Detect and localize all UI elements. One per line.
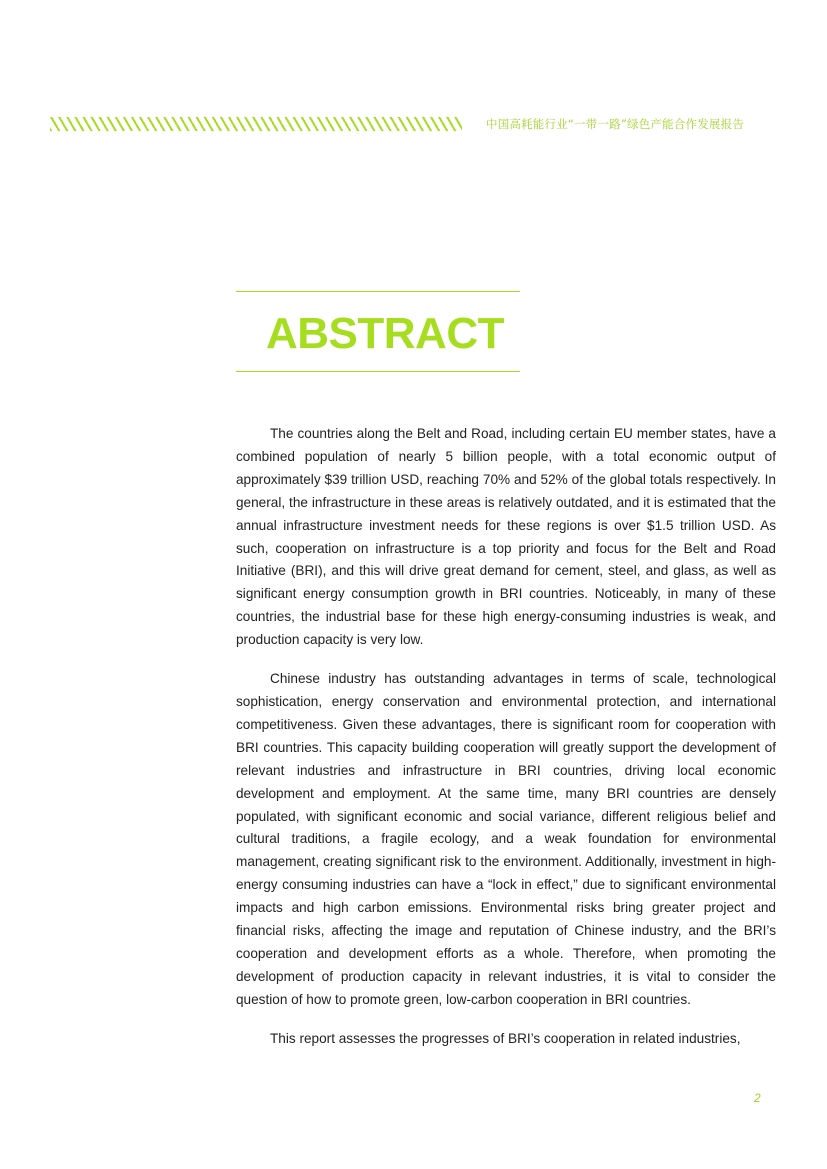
heading-bottom-rule	[236, 371, 520, 372]
paragraph: This report assesses the progresses of BRI’s cooperation in related industries,	[270, 1030, 741, 1046]
report-header-title: 中国高耗能行业“一带一路”绿色产能合作发展报告	[486, 117, 745, 131]
section-heading: ABSTRACT	[266, 309, 504, 358]
paragraph: The countries along the Belt and Road, including certain EU member states, have a combined population of nearly 5 billion people, with a total economic output of approximately $39 trillion USD, reaching 70% and 52% of the global totals respectively. In general, the infrastructure in these areas is relatively outdated, and it is estimated that the annual infrastructure investment needs for these regions is over $1.5 trillion USD. As such, cooperation on infrastructure is a top priority and focus for the Belt and Road Initiative (BRI), and this will drive great demand for cement, steel, and glass, as well as significant energy consumption growth in BRI countries. Noticeably, in many of these countries, the industrial base for these high energy-consuming industries is weak, and production capacity is very low.	[236, 426, 776, 648]
header-stripe-decoration	[50, 117, 462, 131]
heading-top-rule	[236, 291, 520, 292]
page-number: 2	[754, 1091, 761, 1105]
abstract-body	[236, 423, 776, 1067]
paragraph: Chinese industry has outstanding advantages in terms of scale, technological sophistication, energy conservation and environmental protection, and international competitiveness. Given these advantages, there is significant room for cooperation with BRI countries. This capacity building cooperation will greatly support the development of relevant industries and infrastructure in BRI countries, driving local economic development and employment. At the same time, many BRI countries are densely populated, with significant economic and social variance, different religious belief and cultural traditions, a fragile ecology, and a weak foundation for environmental management, creating significant risk to the environment. Additionally, investment in high-energy consuming industries can have a “lock in effect,” due to significant environmental impacts and high carbon emissions. Environmental risks bring greater project and financial risks, affecting the image and reputation of Chinese industry, and the BRI’s cooperation and development efforts as a whole. Therefore, when promoting the development of production capacity in relevant industries, it is vital to consider the question of how to promote green, low-carbon cooperation in BRI countries.	[236, 671, 776, 1007]
